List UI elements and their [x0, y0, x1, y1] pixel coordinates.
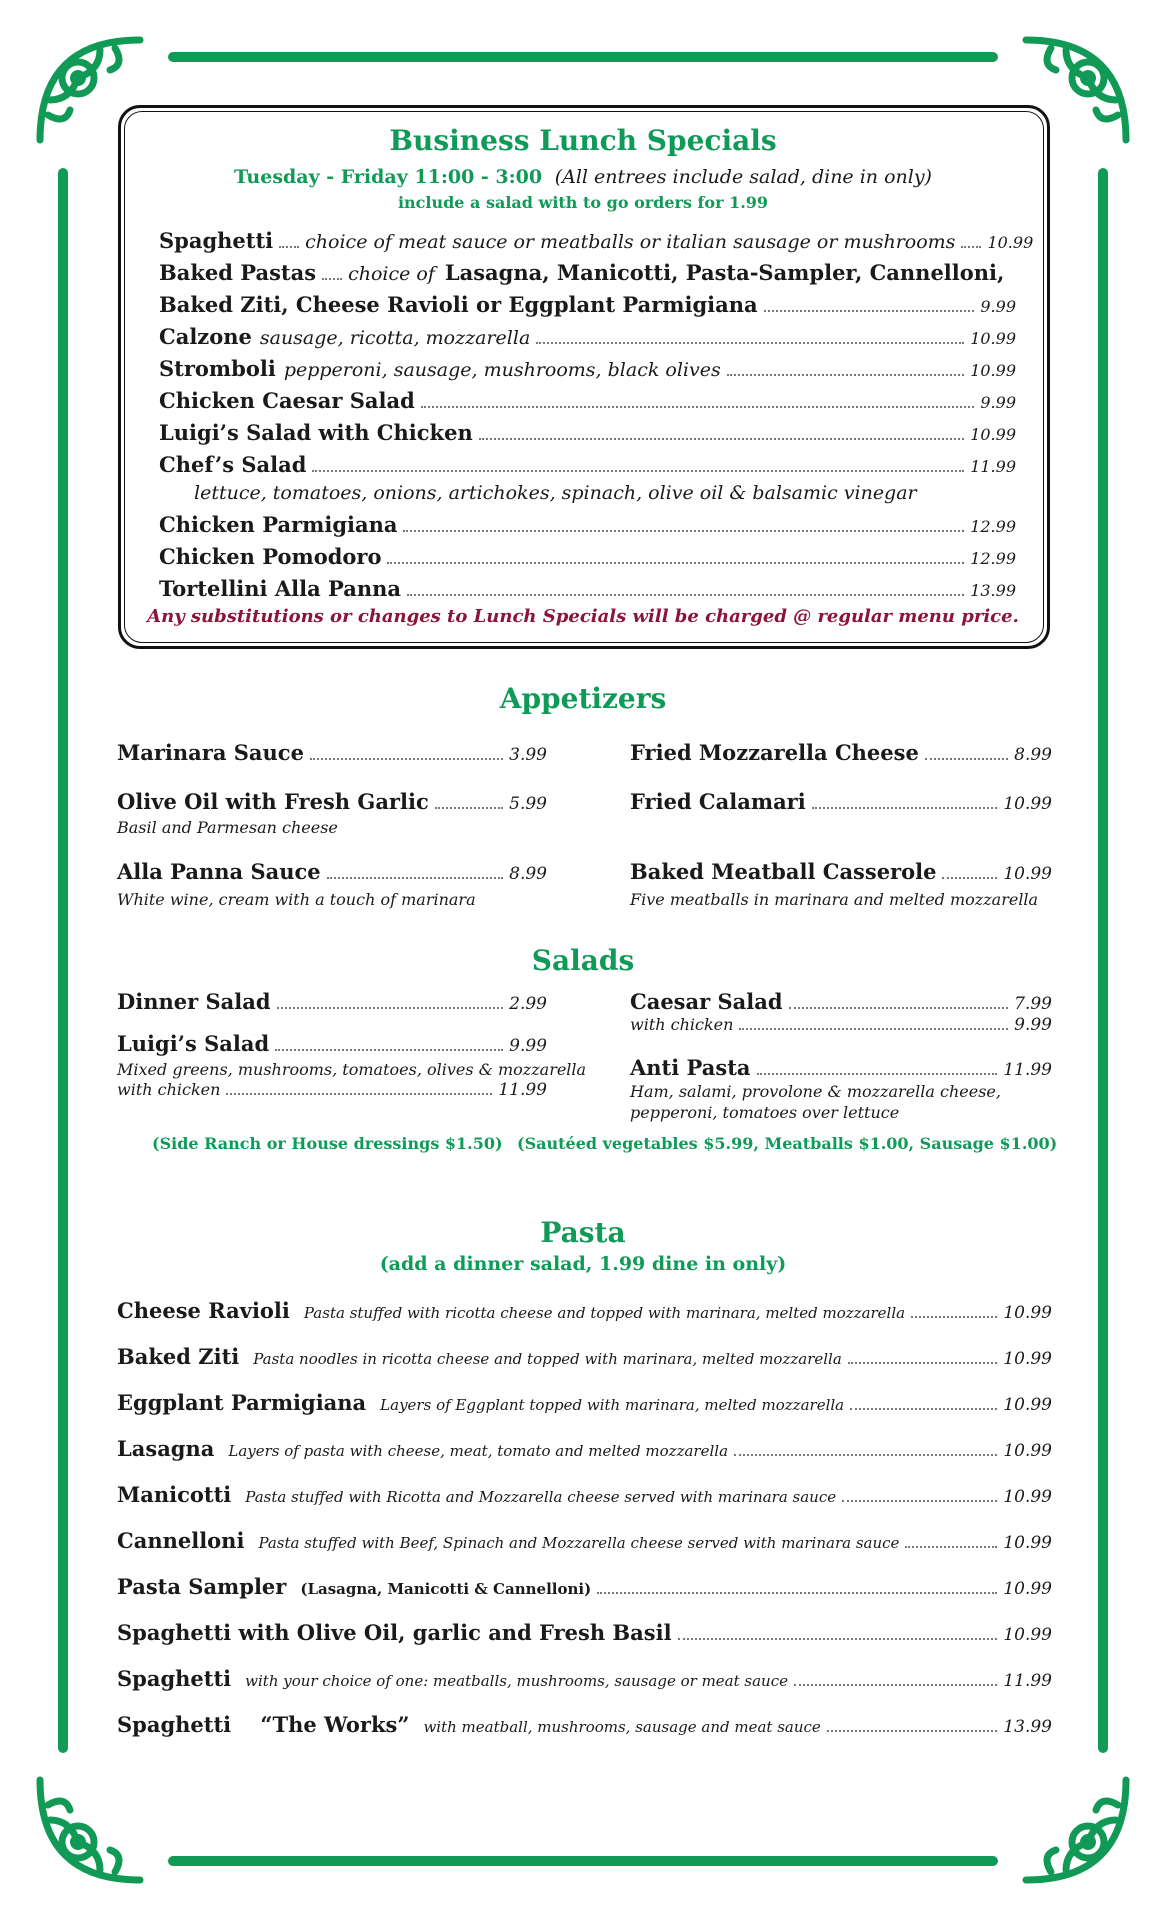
lunch-title: Business Lunch Specials — [389, 124, 777, 157]
pasta-item: Spaghetti “The Works” with meatball, mushrooms, sausage and meat sauce 13.99 — [117, 1712, 1052, 1737]
lunch-item: Chicken Caesar Salad 9.99 — [159, 388, 1016, 413]
bottom-border-bar — [168, 1856, 998, 1866]
salad-side-note-right: (Sautéed vegetables $5.99, Meatballs $1.00, Sausage $1.00) — [517, 1134, 1058, 1153]
salad-side-note-left: (Side Ranch or House dressings $1.50) — [152, 1134, 503, 1153]
lunch-item: Luigi’s Salad with Chicken 10.99 — [159, 420, 1016, 445]
appetizer-item: Olive Oil with Fresh Garlic 5.99 — [117, 789, 547, 814]
lunch-hours-line — [0, 166, 1166, 188]
appetizers-title: Appetizers — [499, 682, 667, 715]
salad-item: Luigi’s Salad 9.99 — [117, 1031, 547, 1056]
salad-note: Mixed greens, mushrooms, tomatoes, olives & mozzarella — [117, 1060, 587, 1079]
salad-note: pepperoni, tomatoes over lettuce — [630, 1103, 900, 1122]
appetizer-item: Fried Calamari 10.99 — [630, 789, 1052, 814]
salad-item: Anti Pasta 11.99 — [630, 1055, 1052, 1080]
lunch-item: Baked Pastas choice of Lasagna, Manicotti, Pasta-Sampler, Cannelloni, — [159, 260, 1005, 285]
pasta-item: Eggplant Parmigiana Layers of Eggplant topped with marinara, melted mozzarella 10.99 — [117, 1390, 1052, 1415]
appetizer-item: Fried Mozzarella Cheese 8.99 — [630, 740, 1052, 765]
lunch-item: Stromboli pepperoni, sausage, mushrooms, black olives 10.99 — [159, 356, 1016, 381]
appetizer-note: Basil and Parmesan cheese — [117, 818, 338, 837]
pasta-item: Pasta Sampler (Lasagna, Manicotti & Cannelloni) 10.99 — [117, 1574, 1052, 1599]
lunch-togo-note: include a salad with to go orders for 1.99 — [397, 193, 769, 212]
lunch-item: Chicken Pomodoro 12.99 — [159, 544, 1016, 569]
corner-ornament-bottom-right — [1016, 1770, 1136, 1890]
lunch-item: Baked Ziti, Cheese Ravioli or Eggplant Parmigiana 9.99 — [159, 292, 1016, 317]
lunch-hours-note: (All entrees include salad, dine in only) — [554, 166, 932, 188]
appetizer-note: Five meatballs in marinara and melted mozzarella — [630, 890, 1039, 909]
lunch-hours: Tuesday - Friday 11:00 - 3:00 — [234, 166, 543, 188]
pasta-item: Manicotti Pasta stuffed with Ricotta and Mozzarella cheese served with marinara sauce 10.99 — [117, 1482, 1052, 1507]
chefs-salad-note: lettuce, tomatoes, onions, artichokes, spinach, olive oil & balsamic vinegar — [194, 482, 917, 504]
pasta-item: Cannelloni Pasta stuffed with Beef, Spinach and Mozzarella cheese served with marinara sauce 10.99 — [117, 1528, 1052, 1553]
pasta-item: Lasagna Layers of pasta with cheese, meat, tomato and melted mozzarella 10.99 — [117, 1436, 1052, 1461]
salads-title: Salads — [531, 944, 635, 977]
salad-note: Ham, salami, provolone & mozzarella cheese, — [630, 1082, 1001, 1101]
pasta-item: Spaghetti with your choice of one: meatballs, mushrooms, sausage or meat sauce 11.99 — [117, 1666, 1052, 1691]
salad-item: Caesar Salad 7.99 — [630, 989, 1052, 1014]
salad-with-chicken: with chicken 11.99 — [117, 1080, 547, 1100]
pasta-subtitle: (add a dinner salad, 1.99 dine in only) — [379, 1253, 787, 1275]
lunch-item: Chicken Parmigiana 12.99 — [159, 512, 1016, 537]
pasta-item: Spaghetti with Olive Oil, garlic and Fresh Basil 10.99 — [117, 1620, 1052, 1645]
lunch-warning: Any substitutions or changes to Lunch Specials will be charged @ regular menu price. — [147, 606, 1019, 627]
appetizer-item: Marinara Sauce 3.99 — [117, 740, 547, 765]
appetizer-item: Alla Panna Sauce 8.99 — [117, 859, 547, 884]
salad-with-chicken: with chicken 9.99 — [630, 1015, 1052, 1035]
pasta-item: Cheese Ravioli Pasta stuffed with ricotta cheese and topped with marinara, melted mozzarella 10.99 — [117, 1298, 1052, 1323]
corner-ornament-bottom-left — [30, 1770, 150, 1890]
lunch-item: Spaghetti choice of meat sauce or meatballs or italian sausage or mushrooms 10.99 — [159, 228, 1034, 253]
pasta-item: Baked Ziti Pasta noodles in ricotta cheese and topped with marinara, melted mozzarella 10.99 — [117, 1344, 1052, 1369]
top-border-bar — [168, 52, 998, 62]
lunch-item: Calzone sausage, ricotta, mozzarella 10.99 — [159, 324, 1016, 349]
pasta-title: Pasta — [540, 1216, 626, 1249]
appetizer-note: White wine, cream with a touch of marinara — [117, 890, 476, 909]
salad-item: Dinner Salad 2.99 — [117, 989, 547, 1014]
lunch-item: Chef’s Salad 11.99 — [159, 452, 1016, 477]
appetizer-item: Baked Meatball Casserole 10.99 — [630, 859, 1052, 884]
lunch-item: Tortellini Alla Panna 13.99 — [159, 576, 1016, 601]
